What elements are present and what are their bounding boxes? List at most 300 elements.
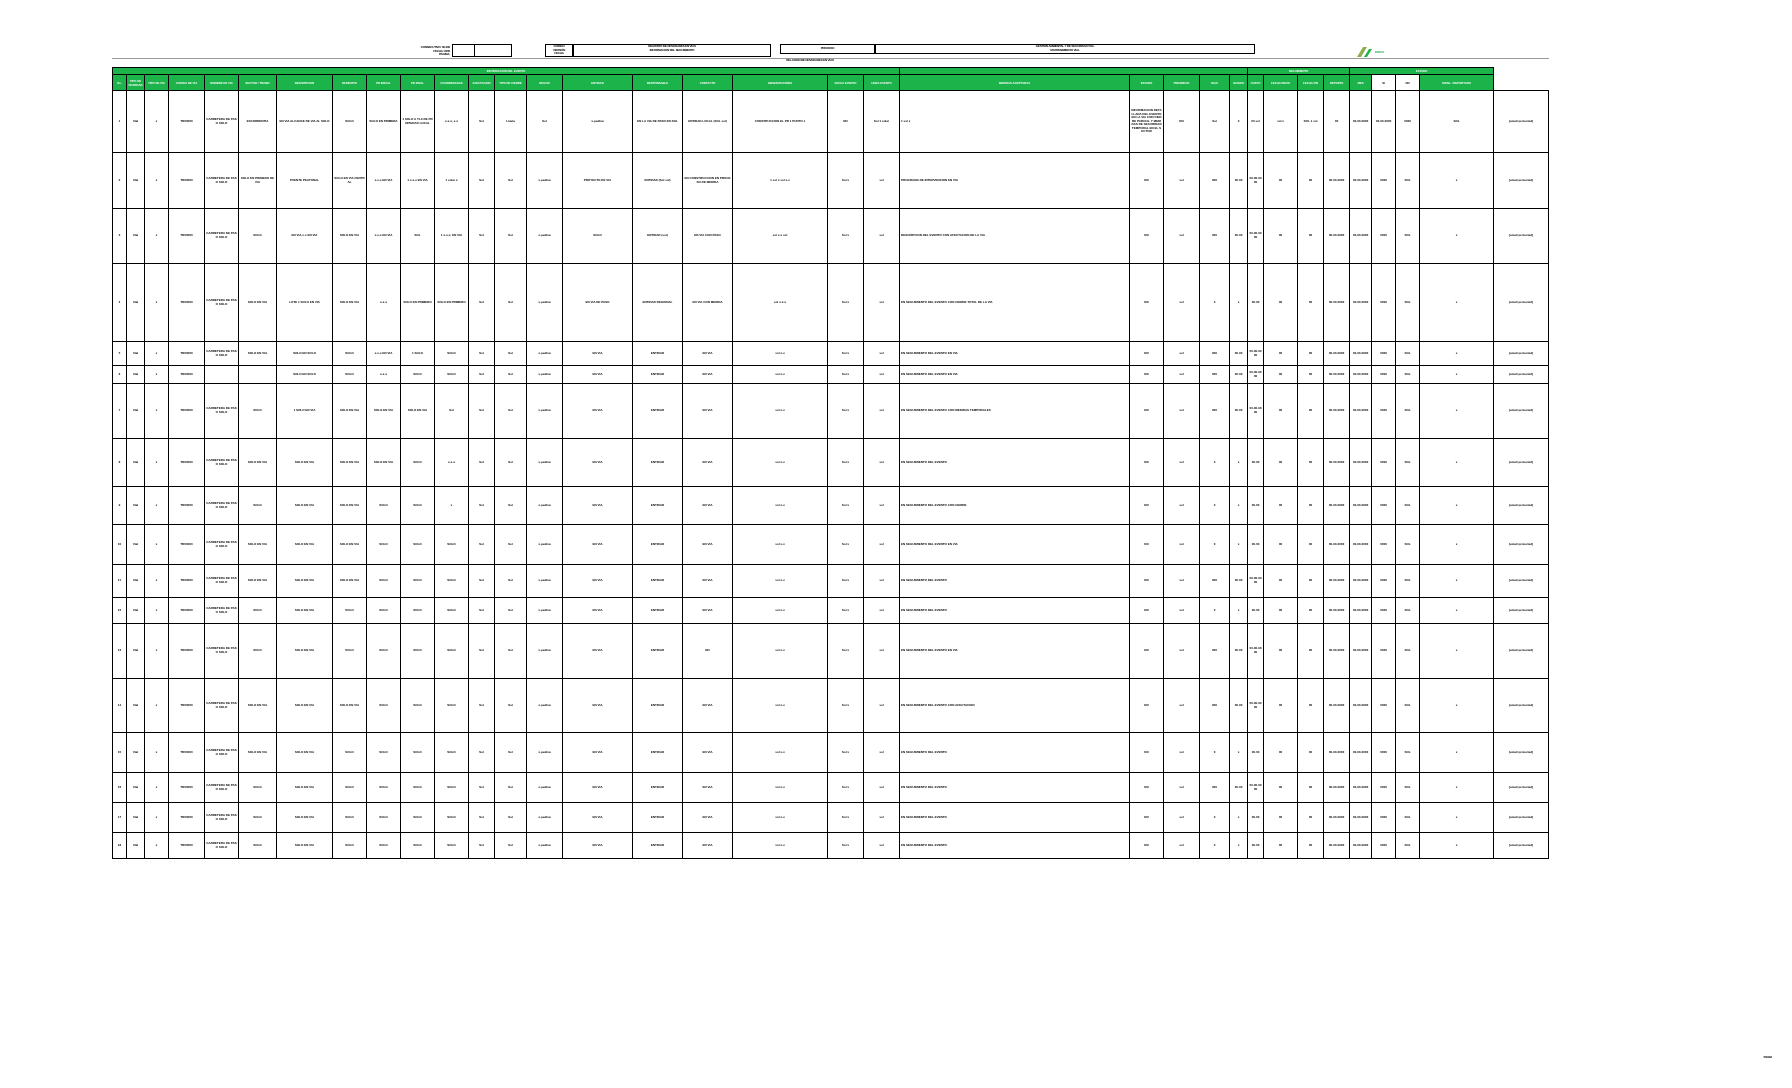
table-cell: Sol x (828, 565, 864, 598)
table-cell: SOLO (435, 598, 469, 624)
column-header-20[interactable]: MEDIDAS ADOPTADAS (900, 75, 1130, 91)
table-row[interactable] (113, 342, 1549, 366)
header-code-box-2 (474, 44, 512, 57)
table-cell: Sol x (828, 366, 864, 384)
table-cell: x (145, 525, 169, 565)
table-row[interactable] (113, 565, 1549, 598)
column-header-26[interactable]: FECHA INICIO (1264, 75, 1298, 91)
table-cell: 000 (1200, 773, 1230, 803)
table-cell: NO (1130, 598, 1164, 624)
table-cell: ENTIDAD (633, 487, 683, 525)
table-cell: Sol x (828, 733, 864, 773)
table-cell: Sol (469, 439, 495, 487)
table-cell: SOLO EN VIA (239, 264, 277, 342)
table-cell: Sol x (828, 773, 864, 803)
table-cell: sol (1164, 487, 1200, 525)
table-cell: TR00000 (169, 153, 205, 209)
table-cell: SOLO EN VIA (239, 439, 277, 487)
table-row[interactable] (113, 525, 1549, 565)
table-cell: SOLO EN VIA (239, 679, 277, 733)
table-cell: SOLO (367, 833, 401, 859)
table-cell: x-x-x EN VIA (367, 209, 401, 264)
column-header-27[interactable]: FECHA FIN (1298, 75, 1324, 91)
table-cell: SOLO EN VIA (333, 209, 367, 264)
table-cell: Sol (469, 91, 495, 153)
table-row[interactable] (113, 209, 1549, 264)
table-cell: [email protected] (1494, 565, 1549, 598)
table-cell: SOLO EN VIA (333, 264, 367, 342)
table-cell: CARRETERA DE PASO SOLO (205, 439, 239, 487)
table-cell: 00 (1264, 833, 1298, 859)
table-cell: 000 (1200, 624, 1230, 679)
table-cell: SOL (1396, 264, 1420, 342)
table-cell: Sol (495, 565, 527, 598)
table-cell: 00 (1264, 342, 1298, 366)
table-cell: 0000 (1372, 773, 1396, 803)
table-cell: EN VIA (563, 565, 633, 598)
table-cell: SOLO (435, 366, 469, 384)
table-cell: Vial (127, 624, 145, 679)
table-cell: SOLO (333, 773, 367, 803)
column-header-16[interactable]: CONTACTO (683, 75, 733, 91)
table-cell: SOL (1396, 773, 1420, 803)
table-cell: SOLO (401, 833, 435, 859)
table-cell: 00-00 (1248, 733, 1264, 773)
table-cell: SOLO EN VIA CENTRAL (333, 153, 367, 209)
table-cell: NO (1130, 525, 1164, 565)
table-cell: SOLO (333, 803, 367, 833)
table-cell: SOLO (333, 598, 367, 624)
table-cell: x-pedina (527, 679, 563, 733)
table-cell: EN SEGUIMIENTO DEL EVENTO CON AFECTACION (900, 679, 1130, 733)
table-cell: sol x-x (733, 565, 828, 598)
table-cell: sol (864, 733, 900, 773)
table-cell: 00-00-0000 (1248, 565, 1264, 598)
table-cell: sol x-x (733, 366, 828, 384)
table-cell: NO (1130, 733, 1164, 773)
table-cell: Sol (495, 366, 527, 384)
table-cell: ENTIDAD (633, 773, 683, 803)
table-cell: EN VIA (563, 803, 633, 833)
table-cell: EN SEGUIMIENTO DEL EVENTO EN VIA (900, 624, 1130, 679)
table-cell: [email protected] (1494, 264, 1549, 342)
column-header-1[interactable]: TIPO DE NOVEDAD (127, 75, 145, 91)
table-cell: 00 (1298, 773, 1324, 803)
table-cell: DESCRIPCION DEL EVENTO CON AFECTACION DE LA VIA (900, 209, 1130, 264)
table-cell: SOLO EN VIA (277, 733, 333, 773)
table-cell: 00-00-0000 (1324, 366, 1350, 384)
table-cell: CARRETERA DE PASO SOLO (205, 153, 239, 209)
table-cell: x (1230, 598, 1248, 624)
column-header-30[interactable]: SI (1372, 75, 1396, 91)
table-cell: x (1420, 487, 1494, 525)
row-number: 10 (113, 525, 127, 565)
process-title-box (875, 44, 1255, 54)
table-cell: sol x-x (733, 342, 828, 366)
table-row[interactable] (113, 366, 1549, 384)
table-cell: 00-00-0000 (1324, 487, 1350, 525)
table-cell: ENTIDAD (sol) (633, 209, 683, 264)
table-cell: x (1230, 487, 1248, 525)
table-cell: Vial (127, 833, 145, 859)
table-cell: [email protected] (1494, 91, 1549, 153)
table-cell: TR00000 (169, 565, 205, 598)
column-header-8[interactable]: PR INICIAL (367, 75, 401, 91)
table-cell: 00-00-0000 (1324, 773, 1350, 803)
table-cell: 0000 (1372, 439, 1396, 487)
table-cell: x-pedina (527, 598, 563, 624)
table-cell: SOLO (367, 598, 401, 624)
table-cell: sol (1164, 264, 1200, 342)
table-cell: SOLO (367, 525, 401, 565)
table-cell: 00-00-0000 (1350, 487, 1372, 525)
table-cell: Vial (127, 773, 145, 803)
table-cell: TR00000 (169, 525, 205, 565)
table-cell: ENTIDAD (633, 384, 683, 439)
table-cell: Sol (495, 598, 527, 624)
table-cell: x-pedina (527, 773, 563, 803)
table-cell: EN VIA CON MEDIDA (683, 264, 733, 342)
table-cell: SOLO EN VIA (239, 733, 277, 773)
table-cell: x (145, 439, 169, 487)
table-cell: 00-00 (1230, 342, 1248, 366)
column-header-12[interactable]: TIPO DE CIERRE (495, 75, 527, 91)
header-label-box (545, 44, 573, 57)
table-cell: ENTIDAD (633, 679, 683, 733)
column-header-21[interactable]: ESTADO (1130, 75, 1164, 91)
table-cell: SOL (1396, 624, 1420, 679)
table-cell: ENTIDAD (Sol sol) (633, 153, 683, 209)
table-cell: 00 (1298, 624, 1324, 679)
table-row[interactable] (113, 153, 1549, 209)
table-cell: x-pedina (527, 366, 563, 384)
table-cell: CARRETERA DE PASO SOLO (205, 384, 239, 439)
table-cell: SOL (1396, 598, 1420, 624)
table-cell: ENTIDAD (633, 624, 683, 679)
table-cell: Vial (127, 366, 145, 384)
form-title-box (573, 44, 771, 57)
table-cell: sol (864, 624, 900, 679)
table-cell: EN VIA (683, 773, 733, 803)
table-cell: ENTIDAD (633, 598, 683, 624)
table-cell: 0000 (1372, 679, 1396, 733)
table-cell: x (145, 91, 169, 153)
table-cell: x-pedina (527, 565, 563, 598)
table-cell: 0000 (1372, 209, 1396, 264)
table-cell: TR00000 (169, 264, 205, 342)
table-cell: 000 (1200, 153, 1230, 209)
table-cell: Sol (495, 342, 527, 366)
table-row[interactable] (113, 733, 1549, 773)
table-cell: SOLO EN VIA (277, 679, 333, 733)
table-cell: EN VIA (683, 565, 733, 598)
column-header-19[interactable]: HORA EVENTO (864, 75, 900, 91)
table-cell: EN VIA (563, 366, 633, 384)
table-cell: 00-00 (1230, 366, 1248, 384)
table-cell: 00 (1264, 598, 1298, 624)
table-cell: Vial (127, 679, 145, 733)
table-cell: 00-00-0000 (1350, 342, 1372, 366)
table-cell: 0000 (1372, 153, 1396, 209)
row-number: 11 (113, 565, 127, 598)
table-cell: SOLO (367, 803, 401, 833)
table-cell: EN VIA (683, 384, 733, 439)
table-cell: sol (864, 487, 900, 525)
table-cell: EN VIA (683, 803, 733, 833)
table-cell: [email protected] (1494, 487, 1549, 525)
table-cell: Sol (469, 264, 495, 342)
column-header-4[interactable]: NOMBRE DE VIA (205, 75, 239, 91)
table-cell: x (1230, 733, 1248, 773)
table-cell: 00-00-0000 (1324, 733, 1350, 773)
table-cell: sol x-x (733, 773, 828, 803)
table-cell: TR00000 (169, 487, 205, 525)
table-cell: NO (1130, 366, 1164, 384)
table-cell: SOLO (435, 803, 469, 833)
table-cell: sol (864, 565, 900, 598)
table-cell: SOL (1396, 733, 1420, 773)
table-row[interactable] (113, 439, 1549, 487)
column-header-28[interactable]: REPORTE (1324, 75, 1350, 91)
table-cell: SOLO (333, 833, 367, 859)
table-cell: x (145, 366, 169, 384)
table-cell: x (145, 598, 169, 624)
table-cell: LOTE 1 SOLO EN VIA (277, 264, 333, 342)
table-cell (205, 366, 239, 384)
table-cell: SOLO (239, 833, 277, 859)
column-header-24[interactable]: AVANCE (1230, 75, 1248, 91)
column-header-11[interactable]: AFECTACION (469, 75, 495, 91)
table-cell: SOLO (367, 487, 401, 525)
group-followup-2: SEGUIMIENTO (1248, 68, 1350, 75)
table-cell: x (1230, 833, 1248, 859)
table-cell: SOL (1420, 91, 1494, 153)
table-cell: SOLO EN VIA (277, 598, 333, 624)
table-cell: Sol (495, 833, 527, 859)
table-cell: 000 (1200, 342, 1230, 366)
table-cell: EN SEGUIMIENTO DEL EVENTO CON CIERRE (900, 487, 1130, 525)
table-cell: sol (1164, 624, 1200, 679)
table-row[interactable] (113, 773, 1549, 803)
table-cell: Sol x (828, 833, 864, 859)
row-number: 16 (113, 773, 127, 803)
column-header-31[interactable]: NO (1396, 75, 1420, 91)
table-cell: sol (864, 366, 900, 384)
table-cell: Sol (469, 487, 495, 525)
table-cell: CARRETERA DE PASO SOLO (205, 565, 239, 598)
table-cell: Sol (495, 624, 527, 679)
table-cell: Sol (469, 565, 495, 598)
table-cell: 00-00-0000 (1324, 439, 1350, 487)
table-cell: [email protected] (1494, 384, 1549, 439)
table-cell: Sol (469, 733, 495, 773)
column-header-23[interactable]: DIAS (1200, 75, 1230, 91)
table-cell: EN SEGUIMIENTO DEL EVENTO (900, 598, 1130, 624)
table-cell: 0000 (1372, 565, 1396, 598)
table-cell: EN VIA (683, 366, 733, 384)
row-number: 18 (113, 833, 127, 859)
table-cell: PUENTE PEATONAL (277, 153, 333, 209)
table-row[interactable] (113, 487, 1549, 525)
table-cell: 00-00-0000 (1350, 384, 1372, 439)
table-cell: SOLO (367, 624, 401, 679)
table-cell: EN SEGUIMIENTO DEL EVENTO EN VIA (900, 525, 1130, 565)
table-cell: x (1420, 565, 1494, 598)
table-cell: SOLO EN VIA (367, 384, 401, 439)
table-cell: Sol 1 solar (864, 91, 900, 153)
table-cell: CARRETERA DE PASO SOLO (205, 209, 239, 264)
table-cell: x-x-x (367, 366, 401, 384)
table-cell: 00-00-0000 (1248, 384, 1264, 439)
table-cell: 1 sol x sol x-x (733, 153, 828, 209)
table-cell: 00-00-0000 (1324, 264, 1350, 342)
page-subtitle: RELACION DE NOVEDADES EN VIAS (786, 58, 834, 62)
column-header-15[interactable]: RESPONSABLE (633, 75, 683, 91)
table-cell: CARRETERA DE PASO SOLO (205, 487, 239, 525)
table-cell: 00 (1298, 384, 1324, 439)
table-cell: 00-00-0000 (1248, 153, 1264, 209)
column-header-17[interactable]: OBSERVACIONES (733, 75, 828, 91)
table-cell: 00 (1298, 366, 1324, 384)
table-cell: SOLO (563, 209, 633, 264)
table-row[interactable] (113, 91, 1549, 153)
table-cell: sol (1164, 209, 1200, 264)
column-header-18[interactable]: FECHA EVENTO (828, 75, 864, 91)
table-row[interactable] (113, 679, 1549, 733)
table-cell: 00-00-0000 (1350, 598, 1372, 624)
table-cell: Sol (495, 487, 527, 525)
column-header-25[interactable]: COSTO (1248, 75, 1264, 91)
table-cell: CARRETERA DE PASO SOLO (205, 91, 239, 153)
table-cell: x-pedina (527, 833, 563, 859)
table-cell: SOLO (401, 803, 435, 833)
table-cell: sol (1164, 366, 1200, 384)
process-label-box (780, 44, 875, 54)
table-cell: TR00000 (169, 733, 205, 773)
table-cell: NO (1130, 803, 1164, 833)
table-cell: PROYECTO DE VIA (563, 153, 633, 209)
table-cell: 00 (1264, 487, 1298, 525)
table-cell: 1 SOLO A TLA DE PROPIEDAD LOCAL (401, 91, 435, 153)
table-cell: NO (683, 624, 733, 679)
table-cell: SOLO (239, 624, 277, 679)
table-row[interactable] (113, 803, 1549, 833)
table-cell: EN SEGUIMIENTO DEL EVENTO CON MEDIDAS TEMPORALES (900, 384, 1130, 439)
table-cell: Vial (127, 209, 145, 264)
table-row[interactable] (113, 384, 1549, 439)
column-header-6[interactable]: DESCRIPCION (277, 75, 333, 91)
table-cell: ESCORRENTIA (239, 91, 277, 153)
table-cell: SOL (401, 209, 435, 264)
table-cell: SOL 1 sol (1298, 91, 1324, 153)
table-cell: 00-00 (1248, 598, 1264, 624)
table-cell: x (1420, 833, 1494, 859)
table-cell: x-x-x EN VIA (367, 342, 401, 366)
table-cell: x (1420, 624, 1494, 679)
table-cell: EN VIA (563, 487, 633, 525)
table-cell: Sol (469, 773, 495, 803)
table-cell: 00-00-0000 (1324, 384, 1350, 439)
column-header-13[interactable]: DESVIO (527, 75, 563, 91)
table-cell: EN VIA (563, 733, 633, 773)
table-cell: Sol x (828, 264, 864, 342)
column-header-3[interactable]: CODIGO DE VIA (169, 75, 205, 91)
table-cell: 00 (1298, 342, 1324, 366)
table-cell: SOLO (435, 679, 469, 733)
table-cell: NO (828, 91, 864, 153)
table-row[interactable] (113, 833, 1549, 859)
table-cell: x (145, 342, 169, 366)
table-cell: 0000 (1372, 366, 1396, 384)
table-cell: Vial (127, 153, 145, 209)
table-cell: 0 (1200, 803, 1230, 833)
table-cell: SOLO EN VIA (277, 803, 333, 833)
table-cell: x-x-x, x-x (435, 91, 469, 153)
column-header-5[interactable]: SECTOR / TRAMO (239, 75, 277, 91)
table-cell: 1 SOLO EN VIA (277, 384, 333, 439)
row-number: 9 (113, 487, 127, 525)
table-cell: 00-00-0000 (1350, 264, 1372, 342)
table-row[interactable] (113, 264, 1549, 342)
column-header-2[interactable]: TIPO DE VIA (145, 75, 169, 91)
column-header-22[interactable]: PRIORIDAD (1164, 75, 1200, 91)
table-cell: EN VIA (683, 342, 733, 366)
table-cell: Vial (127, 525, 145, 565)
table-row[interactable] (113, 624, 1549, 679)
column-header-14[interactable]: ENTIDAD (563, 75, 633, 91)
table-cell: x (145, 565, 169, 598)
table-cell: SOLO (401, 487, 435, 525)
table-row[interactable] (113, 598, 1549, 624)
table-cell: x-pedina (527, 803, 563, 833)
table-cell: 0 (1200, 439, 1230, 487)
table-cell: ENTIDAD (633, 366, 683, 384)
table-cell: ENTIDAD (633, 565, 683, 598)
table-cell: SOLO EN VIA (239, 525, 277, 565)
table-cell: SOLO (401, 525, 435, 565)
table-cell: Sol (469, 384, 495, 439)
table-cell: x (1420, 525, 1494, 565)
table-cell: 00-00-0000 (1324, 598, 1350, 624)
column-header-0[interactable]: No. (113, 75, 127, 91)
row-number: 2 (113, 153, 127, 209)
table-cell: 1 SOLO (401, 342, 435, 366)
table-cell: x-pedina (527, 439, 563, 487)
column-header-7[interactable]: MUNICIPIO (333, 75, 367, 91)
table-cell: [email protected] (1494, 803, 1549, 833)
table-cell: EN SEGUIMIENTO DEL EVENTO (900, 565, 1130, 598)
table-cell: x (1420, 342, 1494, 366)
column-header-32[interactable]: EMAIL / REPORTADO (1420, 75, 1494, 91)
table-cell: 00 (1298, 209, 1324, 264)
column-header-10[interactable]: COORDENADAS (435, 75, 469, 91)
table-cell: SOLO (435, 624, 469, 679)
table-cell: 0000 (1372, 525, 1396, 565)
table-cell: ENTIDAD (633, 525, 683, 565)
table-cell: 00 (1264, 384, 1298, 439)
column-header-29[interactable]: MES (1350, 75, 1372, 91)
table-cell: 00-00-0000 (1350, 624, 1372, 679)
table-cell: EN SEGUIMIENTO DEL EVENTO (900, 733, 1130, 773)
table-cell: 00 (1264, 264, 1298, 342)
table-cell: 00-00 (1248, 264, 1264, 342)
table-cell: 0 (1230, 91, 1248, 153)
table-cell: SOLO EN SOLO (277, 366, 333, 384)
column-header-9[interactable]: PR FINAL (401, 75, 435, 91)
table-cell: 00 sol (1248, 91, 1264, 153)
table-cell: sol x (1264, 91, 1298, 153)
table-cell: sol (864, 833, 900, 859)
